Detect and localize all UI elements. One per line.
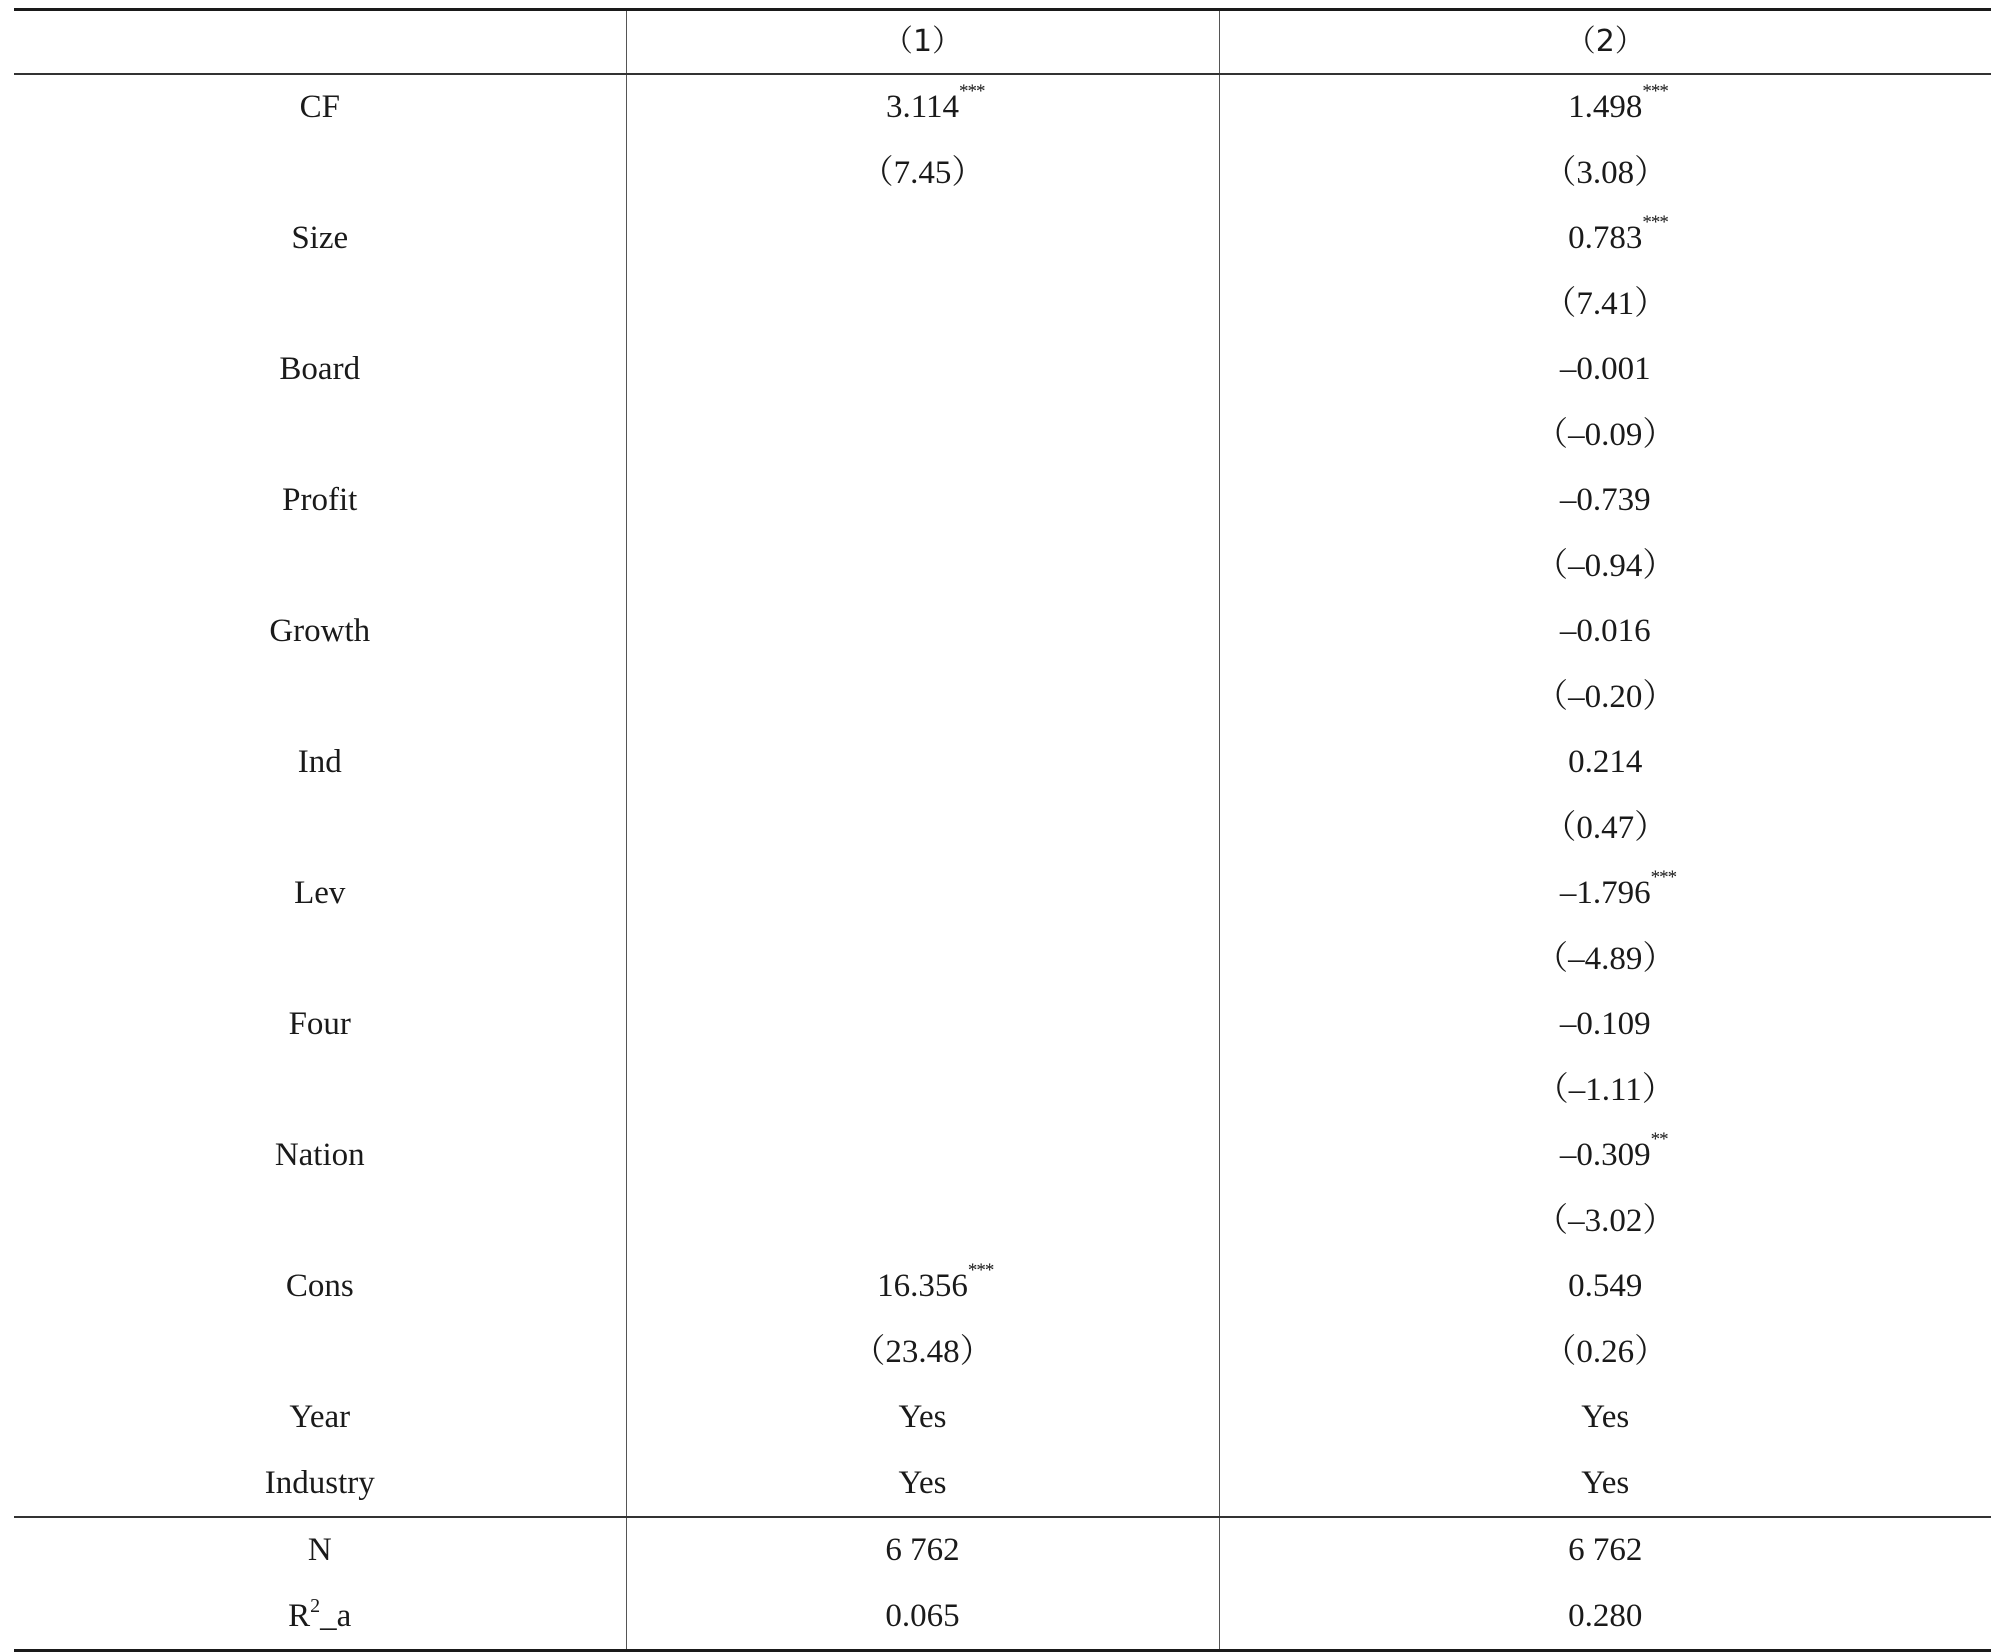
cell-value: （–3.02） xyxy=(1535,1202,1676,1239)
table-row xyxy=(14,599,1991,665)
table-row xyxy=(14,403,1991,469)
table-row xyxy=(14,665,1991,731)
cell-value: （0.47） xyxy=(1543,809,1668,846)
header-cell-model-1: （1） xyxy=(626,10,1219,75)
model-2-cell xyxy=(1219,468,1991,534)
cell-value: Nation xyxy=(274,1137,365,1174)
cell-value: Yes xyxy=(1581,1464,1630,1501)
table-body xyxy=(14,10,1991,1651)
model-1-cell xyxy=(626,1320,1219,1386)
model-1-cell xyxy=(626,861,1219,927)
cell-value: （–0.20） xyxy=(1535,678,1676,715)
row-label xyxy=(14,1189,626,1255)
model-1-cell xyxy=(626,1189,1219,1255)
model-1-cell xyxy=(626,534,1219,600)
model-2-cell xyxy=(1219,403,1991,469)
row-label xyxy=(14,1058,626,1124)
cell-value: 0.214 xyxy=(1568,744,1643,781)
model-2-cell xyxy=(1219,1058,1991,1124)
cell-value: Industry xyxy=(264,1464,375,1501)
cell-value: 0.065 xyxy=(885,1597,960,1634)
row-label xyxy=(14,1123,626,1189)
table-row xyxy=(14,1189,1991,1255)
cell-value: （7.41） xyxy=(1543,285,1668,322)
cell-value: （–0.94） xyxy=(1535,547,1676,584)
model-1-cell xyxy=(626,927,1219,993)
cell-value: （7.45） xyxy=(860,154,985,191)
cell-value: 6 762 xyxy=(1568,1532,1643,1569)
stats-model-1 xyxy=(626,1517,1219,1584)
header-row xyxy=(14,10,1991,75)
row-label xyxy=(14,1385,626,1451)
table-row xyxy=(14,468,1991,534)
significance-stars: *** xyxy=(1642,212,1668,234)
row-label xyxy=(14,468,626,534)
model-1-cell xyxy=(626,992,1219,1058)
cell-value: –0.739 xyxy=(1559,482,1651,519)
significance-stars: *** xyxy=(959,81,985,103)
regression-table xyxy=(14,8,1991,1652)
stats-row xyxy=(14,1584,1991,1651)
cell-value: （–4.89） xyxy=(1535,940,1676,977)
stats-label-text: N xyxy=(307,1532,332,1569)
cell-value: Four xyxy=(288,1006,351,1043)
stats-label xyxy=(14,1584,626,1651)
cell-value: （3.08） xyxy=(1543,154,1668,191)
cell-value: –0.016 xyxy=(1559,613,1651,650)
cell-value: Ind xyxy=(297,744,342,781)
model-2-cell xyxy=(1219,1123,1991,1189)
significance-stars: *** xyxy=(1642,81,1668,103)
model-2-cell xyxy=(1219,861,1991,927)
cell-value: 0.549 xyxy=(1568,1268,1643,1305)
cell-value: Size xyxy=(291,220,349,257)
row-label xyxy=(14,337,626,403)
stats-label-superscript: 2 xyxy=(310,1594,321,1617)
model-1-cell xyxy=(626,1058,1219,1124)
model-1-cell xyxy=(626,468,1219,534)
cell-value: Cons xyxy=(285,1268,354,1305)
model-1-cell xyxy=(626,796,1219,862)
model-1-cell xyxy=(626,1123,1219,1189)
cell-value: （–0.09） xyxy=(1535,416,1676,453)
cell-value: 0.280 xyxy=(1568,1597,1643,1634)
row-label xyxy=(14,1451,626,1518)
model-1-cell xyxy=(626,272,1219,338)
cell-value: 0.783 *** xyxy=(1568,212,1668,257)
cell-value: Yes xyxy=(898,1399,947,1436)
stats-label-text: R xyxy=(288,1597,311,1634)
model-2-cell xyxy=(1219,796,1991,862)
cell-value: （23.48） xyxy=(852,1333,993,1370)
row-label xyxy=(14,141,626,207)
cell-value: CF xyxy=(299,89,340,126)
table-row xyxy=(14,1123,1991,1189)
row-label xyxy=(14,272,626,338)
stats-row xyxy=(14,1517,1991,1584)
model-2-cell xyxy=(1219,272,1991,338)
stats-model-2 xyxy=(1219,1584,1991,1651)
model-2-cell xyxy=(1219,599,1991,665)
cell-value: （–1.11） xyxy=(1535,1071,1675,1108)
model-1-cell xyxy=(626,665,1219,731)
model-2-cell xyxy=(1219,337,1991,403)
row-label xyxy=(14,599,626,665)
cell-value: 16.356 *** xyxy=(877,1260,994,1305)
cell-value: Yes xyxy=(1581,1399,1630,1436)
model-1-cell xyxy=(626,141,1219,207)
row-label xyxy=(14,730,626,796)
cell-value: –0.001 xyxy=(1559,351,1651,388)
table-row xyxy=(14,337,1991,403)
table-row xyxy=(14,730,1991,796)
model-2-cell xyxy=(1219,665,1991,731)
cell-value: 3.114 *** xyxy=(885,81,985,126)
stats-label xyxy=(14,1517,626,1584)
table-row xyxy=(14,1385,1991,1451)
cell-value: Growth xyxy=(269,613,371,650)
table-row xyxy=(14,1058,1991,1124)
model-2-cell xyxy=(1219,927,1991,993)
table-row xyxy=(14,534,1991,600)
significance-stars: *** xyxy=(967,1260,994,1282)
model-1-cell xyxy=(626,730,1219,796)
table-row xyxy=(14,74,1991,141)
table-row xyxy=(14,141,1991,207)
stats-label-suffix: _a xyxy=(320,1597,352,1634)
table-row xyxy=(14,796,1991,862)
model-2-cell xyxy=(1219,1189,1991,1255)
stats-model-1 xyxy=(626,1584,1219,1651)
table-row xyxy=(14,927,1991,993)
model-1-cell xyxy=(626,74,1219,141)
table-row xyxy=(14,992,1991,1058)
table-row xyxy=(14,1451,1991,1518)
cell-value: Board xyxy=(279,351,361,388)
header-cell-variable xyxy=(14,10,626,75)
model-2-cell xyxy=(1219,1254,1991,1320)
model-1-cell xyxy=(626,599,1219,665)
model-1-cell xyxy=(626,1451,1219,1518)
table-row xyxy=(14,272,1991,338)
cell-value: Profit xyxy=(282,482,358,519)
model-2-cell xyxy=(1219,141,1991,207)
header-cell-model-2: （2） xyxy=(1219,10,1991,75)
significance-stars: *** xyxy=(1650,867,1677,889)
row-label xyxy=(14,992,626,1058)
model-2-cell xyxy=(1219,1320,1991,1386)
table-row xyxy=(14,1320,1991,1386)
cell-value: –1.796 *** xyxy=(1559,867,1677,912)
model-2-cell xyxy=(1219,74,1991,141)
table-row xyxy=(14,206,1991,272)
row-label xyxy=(14,796,626,862)
row-label xyxy=(14,927,626,993)
model-2-cell xyxy=(1219,534,1991,600)
row-label xyxy=(14,534,626,600)
row-label xyxy=(14,1320,626,1386)
model-2-cell xyxy=(1219,1451,1991,1518)
model-2-cell xyxy=(1219,730,1991,796)
cell-value: Year xyxy=(289,1399,351,1436)
model-1-cell xyxy=(626,1254,1219,1320)
cell-value: Lev xyxy=(294,875,346,912)
model-2-cell xyxy=(1219,1385,1991,1451)
cell-value: 6 762 xyxy=(885,1532,960,1569)
model-1-cell xyxy=(626,337,1219,403)
row-label xyxy=(14,403,626,469)
model-2-cell xyxy=(1219,992,1991,1058)
model-1-cell xyxy=(626,206,1219,272)
row-label xyxy=(14,206,626,272)
model-2-cell xyxy=(1219,206,1991,272)
row-label xyxy=(14,1254,626,1320)
cell-value: –0.309 ** xyxy=(1559,1129,1668,1174)
model-1-cell xyxy=(626,403,1219,469)
stats-model-2 xyxy=(1219,1517,1991,1584)
row-label xyxy=(14,74,626,141)
table-row xyxy=(14,1254,1991,1320)
cell-value: –0.109 xyxy=(1559,1006,1651,1043)
cell-value: （0.26） xyxy=(1543,1333,1668,1370)
table-row xyxy=(14,861,1991,927)
model-1-cell xyxy=(626,1385,1219,1451)
cell-value: 1.498 *** xyxy=(1568,81,1668,126)
row-label xyxy=(14,861,626,927)
row-label xyxy=(14,665,626,731)
significance-stars: ** xyxy=(1650,1129,1668,1151)
cell-value: Yes xyxy=(898,1464,947,1501)
